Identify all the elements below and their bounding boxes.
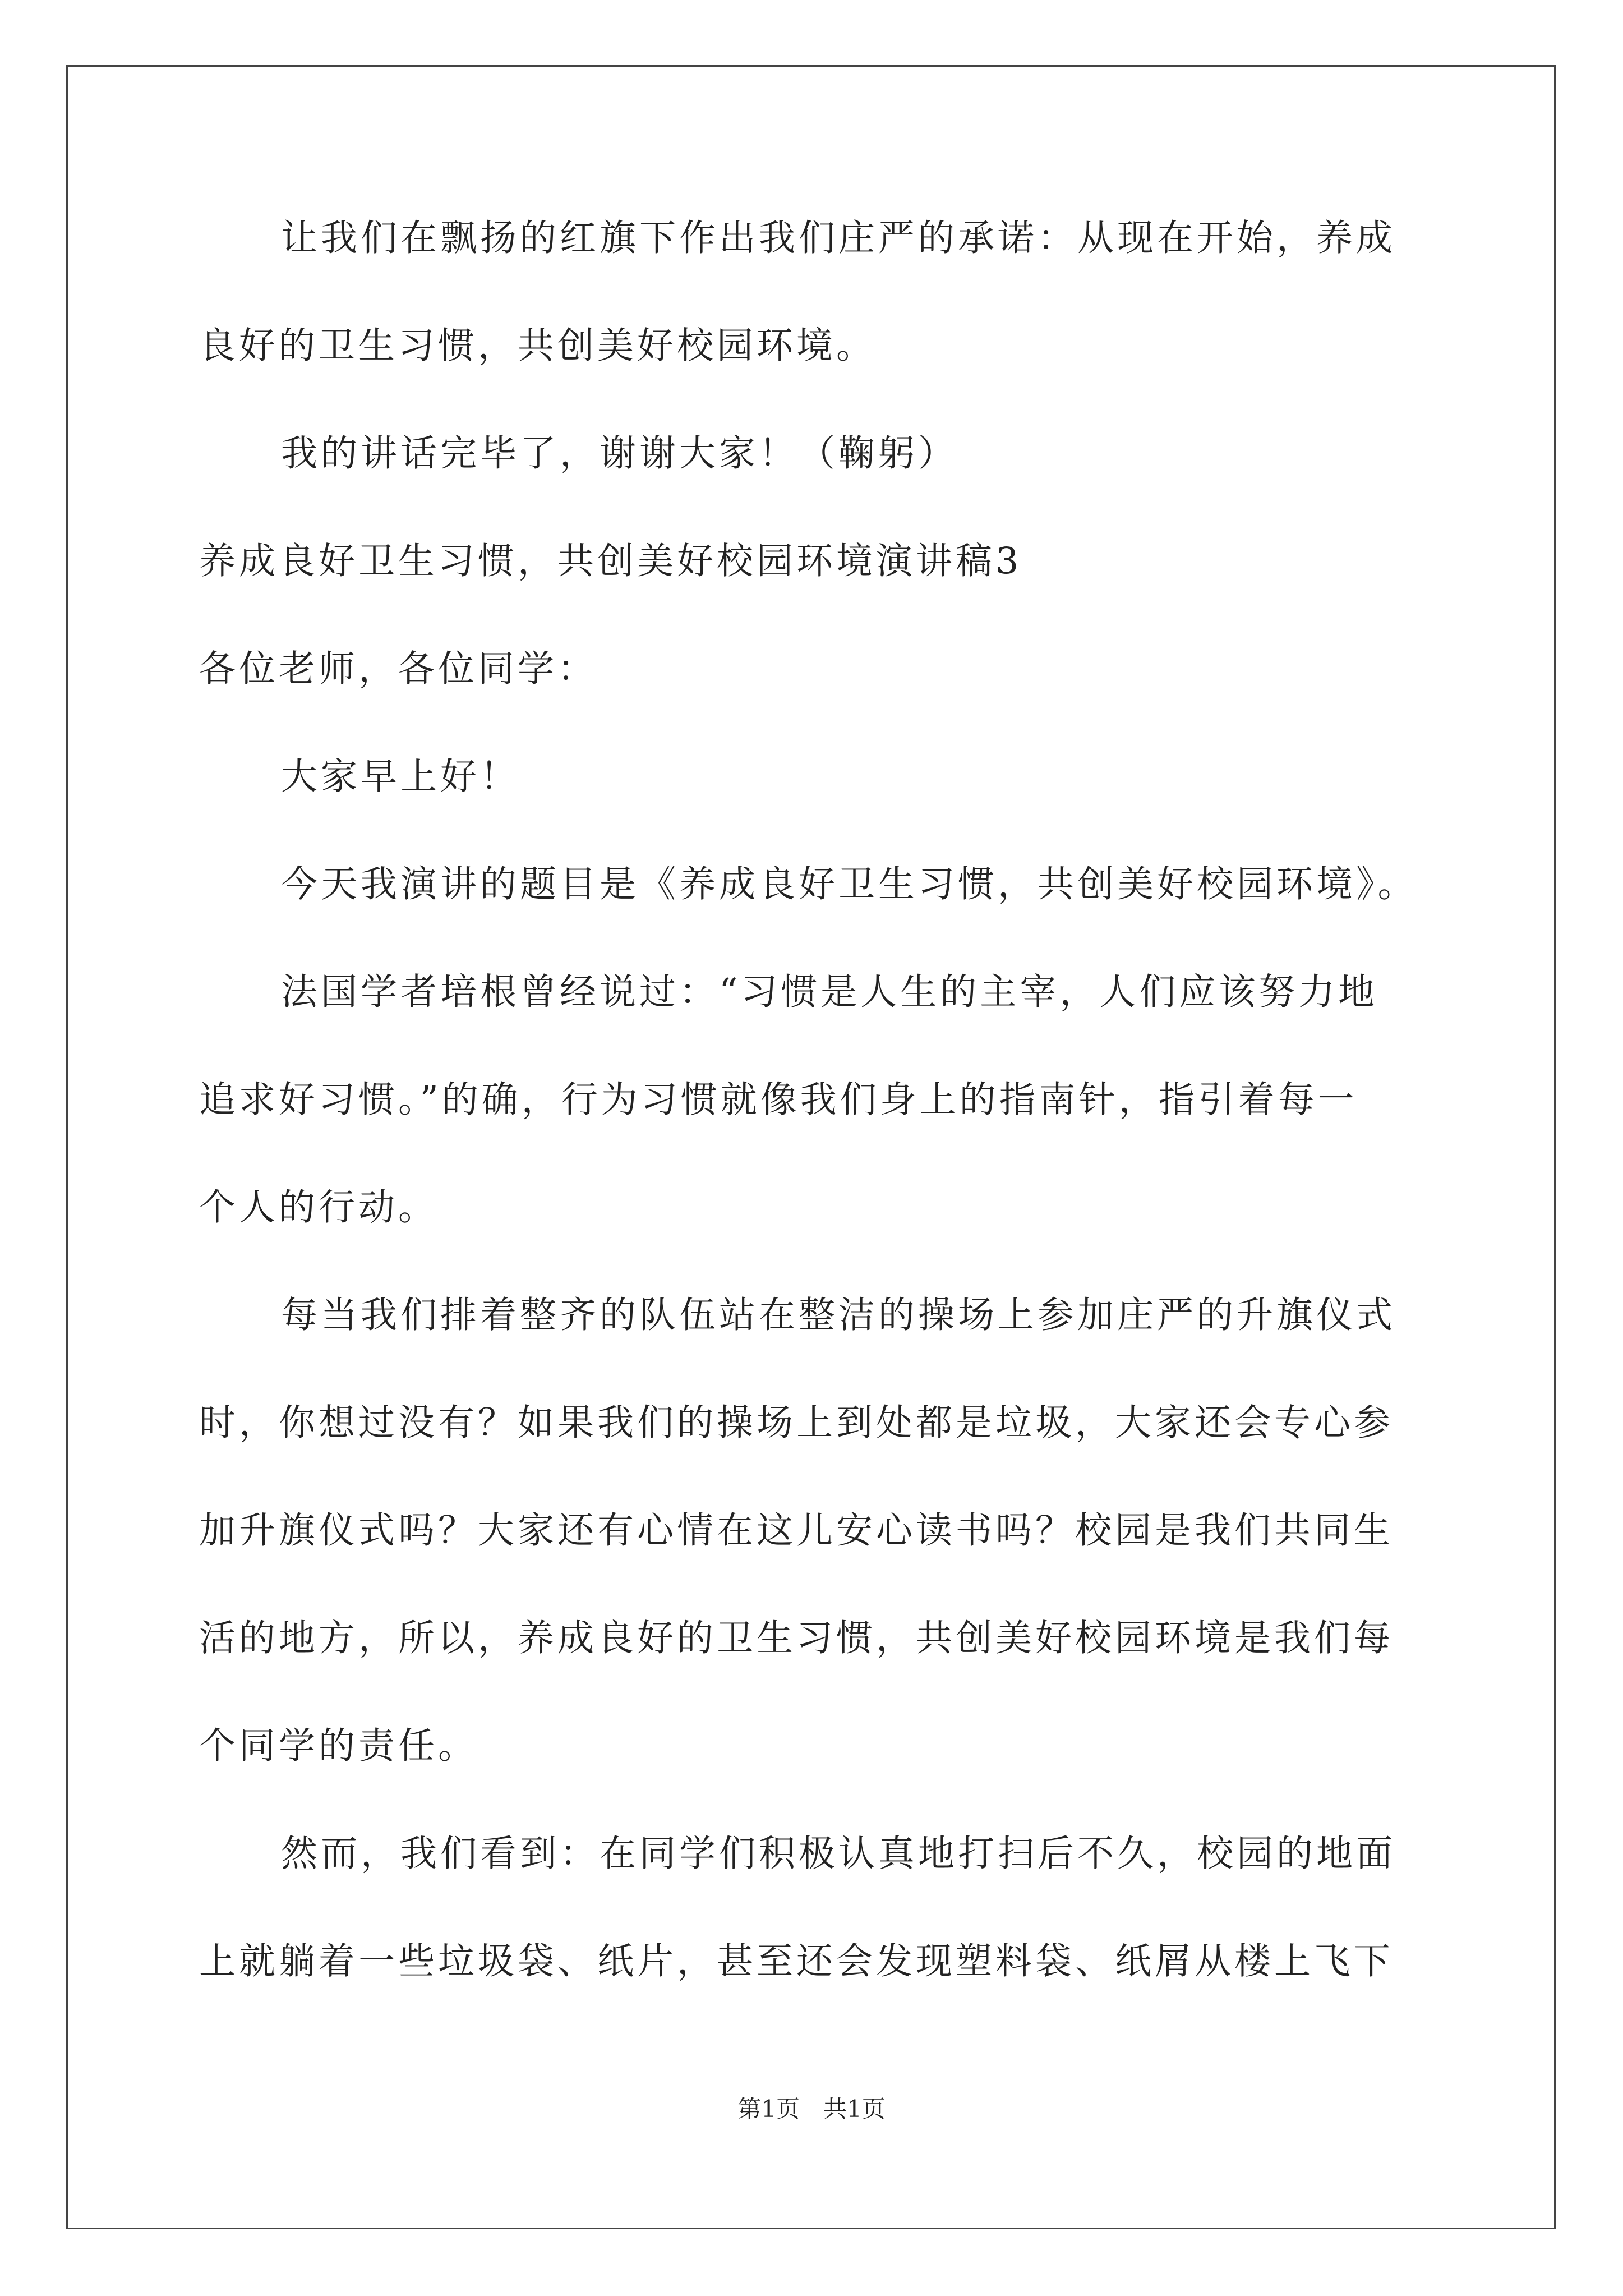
page-number-footer: 第1页 共1页 xyxy=(737,2095,886,2123)
paragraph-line: 上就躺着一些垃圾袋、纸片，甚至还会发现塑料袋、纸屑从楼上飞下 xyxy=(199,1940,1394,1982)
paragraph-line: 个人的行动。 xyxy=(199,1186,439,1228)
paragraph-line: 追求好习惯。”的确，行为习惯就像我们身上的指南针，指引着每一 xyxy=(199,1079,1358,1121)
salutation: 各位老师，各位同学： xyxy=(199,648,598,690)
section-heading: 养成良好卫生习惯，共创美好校园环境演讲稿3 xyxy=(199,540,1022,582)
paragraph-line: 良好的卫生习惯，共创美好校园环境。 xyxy=(199,325,877,367)
paragraph-line: 今天我演讲的题目是《养成良好卫生习惯，共创美好校园环境》。 xyxy=(281,863,1418,905)
paragraph-line: 时，你想过没有？如果我们的操场上到处都是垃圾，大家还会专心参 xyxy=(199,1402,1394,1444)
paragraph-line: 个同学的责任。 xyxy=(199,1725,478,1767)
greeting: 大家早上好！ xyxy=(281,756,520,798)
paragraph-line: 我的讲话完毕了，谢谢大家！（鞠躬） xyxy=(281,432,958,475)
paragraph-line: 让我们在飘扬的红旗下作出我们庄严的承诺：从现在开始，养成 xyxy=(281,217,1396,259)
document-body xyxy=(199,219,1433,1981)
paragraph-line: 每当我们排着整齐的队伍站在整洁的操场上参加庄严的升旗仪式 xyxy=(281,1294,1396,1336)
paragraph-line: 加升旗仪式吗？大家还有心情在这儿安心读书吗？校园是我们共同生 xyxy=(199,1510,1394,1552)
paragraph-line: 活的地方，所以，养成良好的卫生习惯，共创美好校园环境是我们每 xyxy=(199,1617,1394,1659)
paragraph-line: 法国学者培根曾经说过：“习惯是人生的主宰，人们应该努力地 xyxy=(281,971,1378,1013)
paragraph-line: 然而，我们看到：在同学们积极认真地打扫后不久，校园的地面 xyxy=(281,1833,1396,1875)
